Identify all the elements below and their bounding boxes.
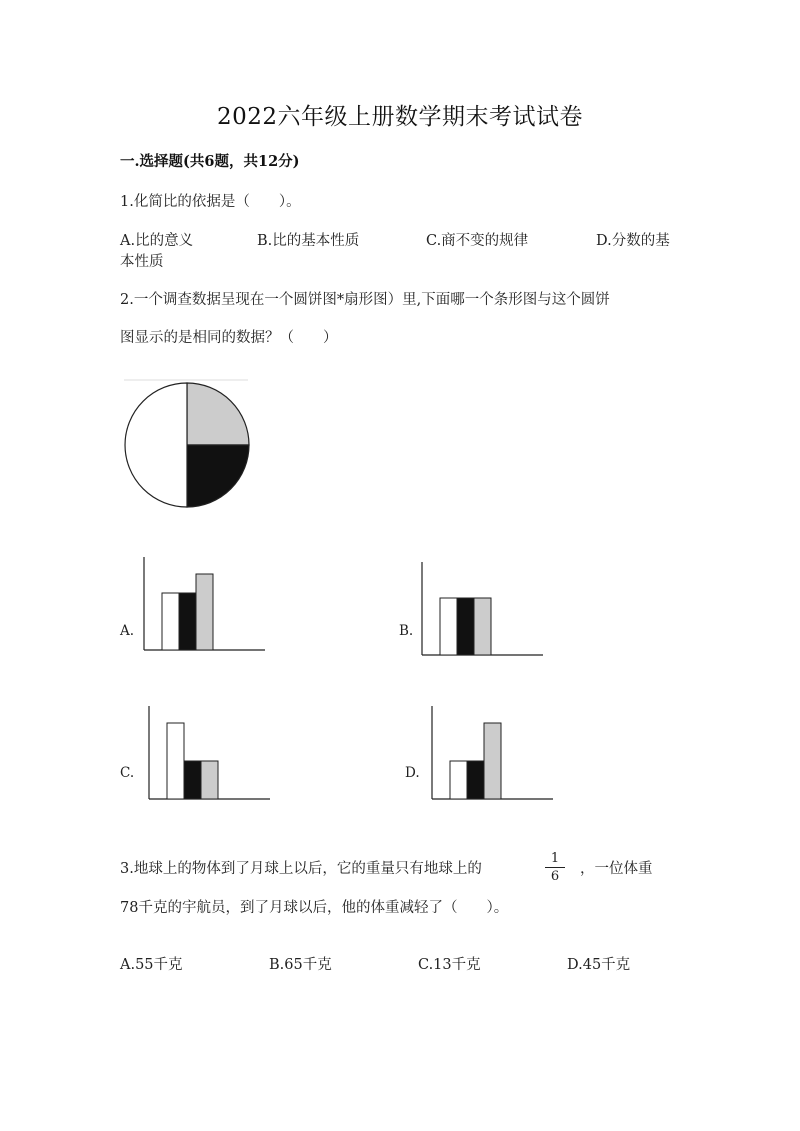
q3-option-b: B.65千克 [269, 957, 332, 973]
fraction-one-sixth [545, 851, 565, 884]
question-1-text: 1.化简比的依据是（ ）。 [120, 194, 301, 210]
fraction-numerator: 1 [550, 851, 560, 866]
bar-chart-d [428, 704, 558, 804]
bar-gray [474, 598, 491, 655]
pie-slice-black [187, 445, 249, 507]
q3-option-c: C.13千克 [418, 957, 481, 973]
choice-a-label: A. [120, 623, 135, 639]
bar-black [184, 761, 201, 799]
choice-d-label: D. [405, 765, 420, 781]
pie-slice-white [125, 383, 187, 507]
section-heading: 一.选择题(共6题，共12分) [120, 153, 300, 170]
q1-option-a: A.比的意义 [120, 233, 194, 249]
pie-slice-gray [187, 383, 249, 445]
question-3-line-1: 3.地球上的物体到了月球上以后，它的重量只有地球上的 [120, 861, 482, 877]
q1-option-d-wrap: 本性质 [120, 254, 164, 270]
question-2-line-2: 图显示的是相同的数据？（ ） [120, 330, 338, 346]
q3-option-d: D.45千克 [567, 957, 631, 973]
page-title: 2022六年级上册数学期末考试试卷 [216, 104, 584, 130]
bar-chart-a [140, 555, 270, 655]
question-3-line-2: 78千克的宇航员，到了月球以后，他的体重减轻了（ ）。 [120, 900, 509, 916]
pie-chart [120, 375, 255, 510]
q1-option-b: B.比的基本性质 [257, 233, 360, 249]
bar-gray [201, 761, 218, 799]
choice-c-label: C. [120, 765, 135, 781]
bar-black [457, 598, 474, 655]
bar-gray [484, 723, 501, 799]
bar-white [450, 761, 467, 799]
q1-option-c: C.商不变的规律 [426, 233, 529, 249]
bar-white [167, 723, 184, 799]
bar-white [162, 593, 179, 650]
fraction-bar [545, 867, 565, 868]
question-2-line-1: 2.一个调查数据呈现在一个圆饼图*扇形图）里,下面哪一个条形图与这个圆饼 [120, 292, 610, 308]
bar-gray [196, 574, 213, 650]
bar-white [440, 598, 457, 655]
bar-chart-b [418, 560, 548, 660]
fraction-denominator: 6 [550, 869, 560, 884]
bar-black [467, 761, 484, 799]
q3-option-a: A.55千克 [120, 957, 183, 973]
bar-black [179, 593, 196, 650]
choice-b-label: B. [399, 623, 414, 639]
q1-option-d: D.分数的基 [596, 233, 670, 249]
bar-chart-c [145, 704, 275, 804]
question-3-line-1-end: ，一位体重 [580, 861, 653, 877]
